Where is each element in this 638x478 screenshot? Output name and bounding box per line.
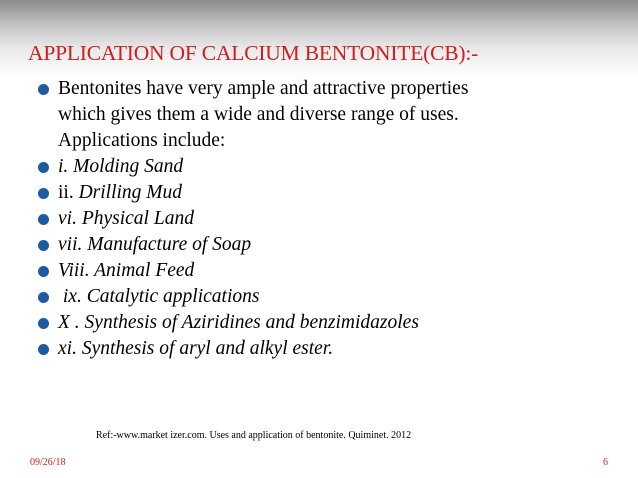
list-item (36, 232, 616, 258)
list-item (36, 206, 616, 232)
bullet-icon (38, 344, 49, 355)
list-item-text: X . Synthesis of Aziridines and benzimidazoles (58, 312, 419, 333)
list-item-intro (36, 76, 616, 154)
intro-line-1: Bentonites have very ample and attractive properties (58, 78, 469, 99)
list-item-text: xi. Synthesis of aryl and alkyl ester. (58, 338, 334, 359)
list-item (36, 154, 616, 180)
bullet-icon (38, 188, 49, 199)
intro-line-3: Applications include: (58, 130, 226, 151)
reference-note: Ref:-www.market izer.com. Uses and application of bentonite. Quiminet. 2012 (96, 430, 412, 441)
list-item-text: Drilling Mud (78, 182, 183, 203)
list-item (36, 310, 616, 336)
list-item (36, 180, 616, 206)
bullet-list (36, 76, 616, 362)
list-item-text: ix. Catalytic applications (58, 286, 260, 307)
bullet-icon (38, 84, 49, 95)
bullet-icon (38, 162, 49, 173)
list-item-text: Viii. Animal Feed (58, 260, 195, 281)
list-item-text: vii. Manufacture of Soap (58, 234, 252, 255)
list-item (36, 336, 616, 362)
list-item (36, 284, 616, 310)
slide-title: APPLICATION OF CALCIUM BENTONITE(CB):- (28, 41, 479, 65)
list-item-prefix: ii. (58, 182, 79, 203)
bullet-icon (38, 214, 49, 225)
footer-date: 09/26/18 (30, 457, 66, 468)
list-item (36, 258, 616, 284)
bullet-icon (38, 240, 49, 251)
bullet-icon (38, 266, 49, 277)
bullet-icon (38, 318, 49, 329)
list-item-text: i. Molding Sand (58, 156, 184, 177)
bullet-icon (38, 292, 49, 303)
list-item-text: vi. Physical Land (58, 208, 194, 229)
intro-line-2: which gives them a wide and diverse range of uses. (58, 104, 459, 125)
page-number: 6 (603, 457, 608, 468)
